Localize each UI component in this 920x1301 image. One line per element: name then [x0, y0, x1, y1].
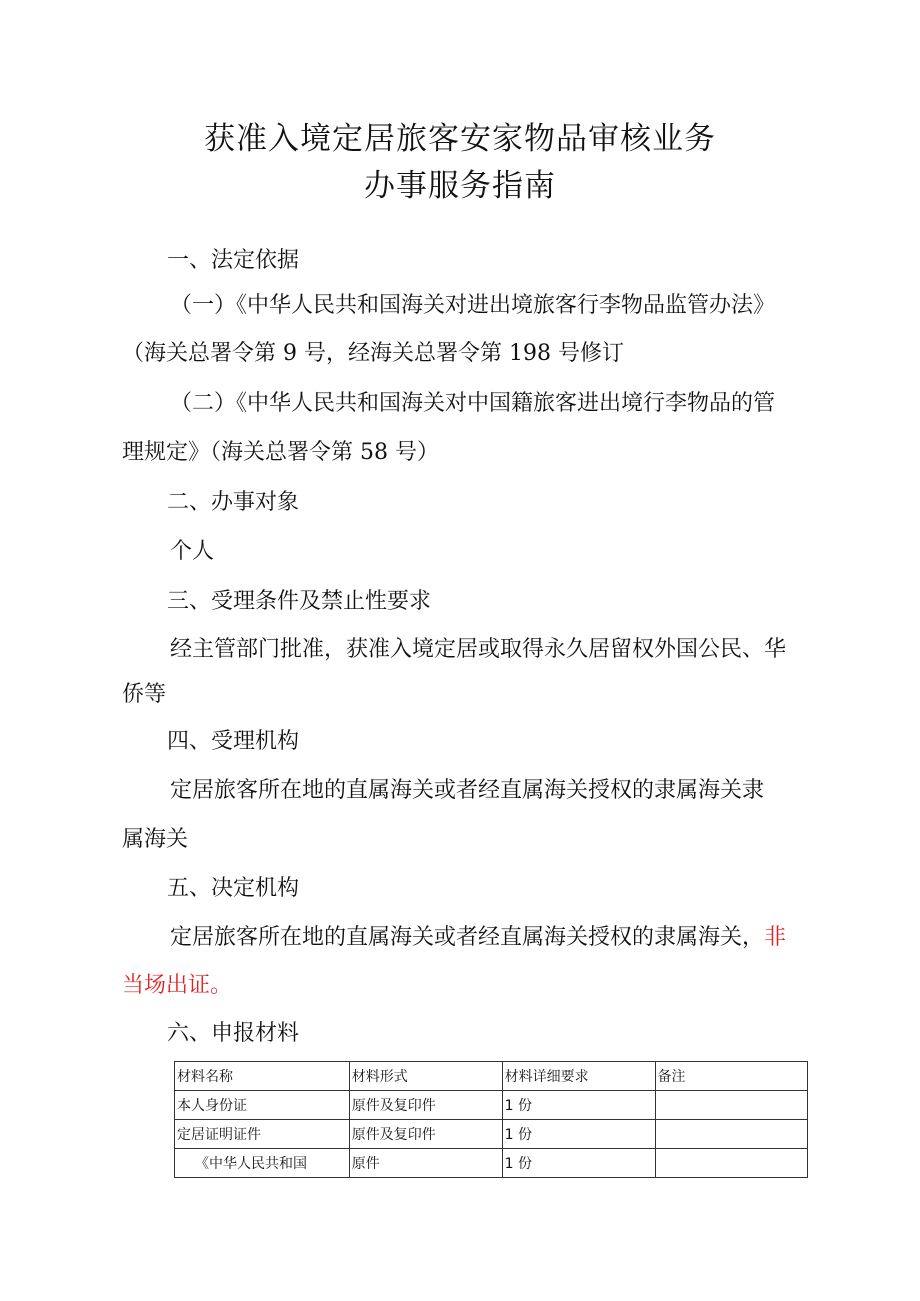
section-materials-heading: 六、申报材料: [167, 1021, 300, 1046]
table-cell: 原件及复印件: [349, 1091, 502, 1120]
table-row: [175, 1120, 808, 1149]
table-cell: [655, 1091, 807, 1120]
table-cell: 本人身份证: [175, 1091, 350, 1120]
table-cell: [655, 1120, 807, 1149]
section-legal-basis-heading: 一、法定依据: [167, 248, 300, 273]
deciding-agency-line-1: [170, 927, 786, 949]
table-cell: 原件及复印件: [349, 1120, 502, 1149]
conditions-line-1: 经主管部门批准，获准入境定居或取得永久居留权外国公民、华: [170, 637, 787, 662]
table-cell: 定居证明证件: [175, 1120, 350, 1149]
legal-basis-item-2-line-2: 理规定》（海关总署令第 58 号）: [122, 440, 439, 465]
deciding-agency-line-2: 当场出证。: [122, 973, 233, 998]
target-text: 个人: [170, 539, 215, 564]
table-row: [175, 1149, 808, 1178]
legal-basis-item-1-line-1: （一）《中华人民共和国海关对进出境旅客行李物品监管办法》: [170, 293, 776, 318]
table-cell: [655, 1149, 807, 1178]
table-header-cell: 材料名称: [175, 1062, 350, 1091]
section-accepting-agency-heading: 四、受理机构: [167, 729, 300, 754]
table-cell: 1 份: [502, 1120, 655, 1149]
accepting-agency-line-2: 属海关: [122, 827, 189, 852]
table-header-row: [175, 1062, 808, 1091]
section-conditions-heading: 三、受理条件及禁止性要求: [167, 589, 432, 614]
legal-basis-item-1-line-2: （海关总署令第 9 号，经海关总署令第 198 号修订: [122, 341, 624, 366]
table-row: [175, 1091, 808, 1120]
deciding-agency-text: 定居旅客所在地的直属海关或者经直属海关授权的隶属海关，: [170, 925, 765, 950]
conditions-line-2: 侨等: [122, 682, 167, 707]
table-cell: 1 份: [502, 1091, 655, 1120]
materials-table: [174, 1061, 808, 1178]
table-cell: 《中华人民共和国: [175, 1149, 350, 1178]
section-deciding-agency-heading: 五、决定机构: [167, 876, 300, 901]
table-header-cell: 材料详细要求: [502, 1062, 655, 1091]
accepting-agency-line-1: 定居旅客所在地的直属海关或者经直属海关授权的隶属海关隶: [170, 778, 765, 803]
title-line-2: 办事服务指南: [364, 168, 556, 204]
table-header-cell: 材料形式: [349, 1062, 502, 1091]
table-header-cell: 备注: [655, 1062, 807, 1091]
table-cell: 原件: [349, 1149, 502, 1178]
deciding-agency-red-text: 非: [764, 925, 787, 950]
title-line-1: 获准入境定居旅客安家物品审核业务: [204, 121, 716, 157]
table-cell: 1 份: [502, 1149, 655, 1178]
legal-basis-item-2-line-1: （二）《中华人民共和国海关对中国籍旅客进出境行李物品的管: [170, 391, 776, 416]
section-target-heading: 二、办事对象: [167, 490, 300, 515]
